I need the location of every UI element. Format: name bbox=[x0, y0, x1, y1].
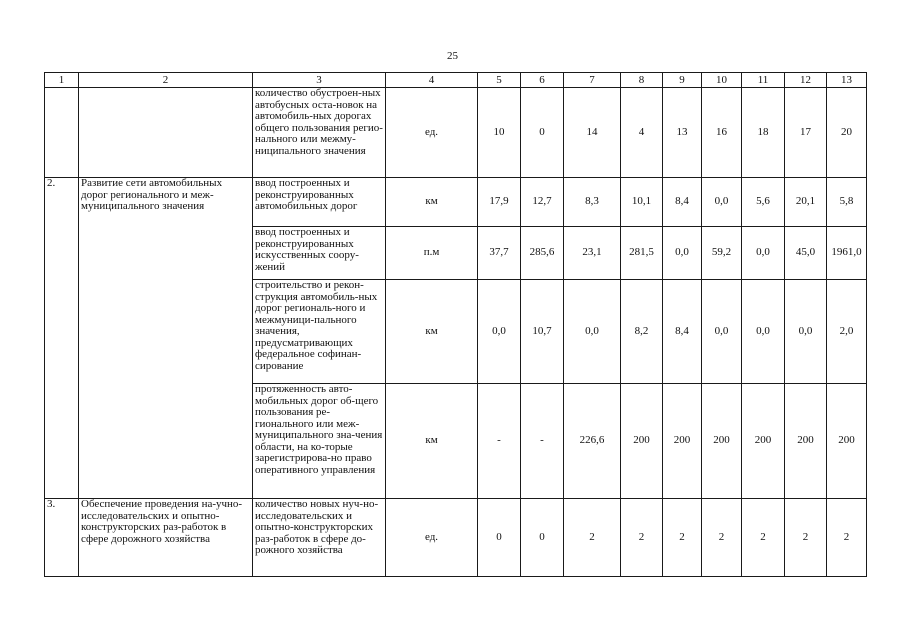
table-row bbox=[45, 499, 867, 577]
column-number: 11 bbox=[742, 73, 785, 88]
indicator-cell: количество обустроен-ных автобусных оста-новок на автомобиль-ных дорогах общего пользования регио-нального или межму-ниципального значения bbox=[253, 88, 386, 178]
value-cell: 8,2 bbox=[621, 280, 663, 384]
value-cell: 200 bbox=[742, 384, 785, 499]
column-number: 12 bbox=[785, 73, 827, 88]
value-cell: 0,0 bbox=[702, 280, 742, 384]
value-cell: 37,7 bbox=[478, 227, 521, 280]
value-cell: 0,0 bbox=[742, 227, 785, 280]
value-cell: 1961,0 bbox=[827, 227, 867, 280]
column-number: 4 bbox=[386, 73, 478, 88]
value-cell: 200 bbox=[621, 384, 663, 499]
value-cell: 0 bbox=[478, 499, 521, 577]
indicator-cell: ввод построенных и реконструированных автомобильных дорог bbox=[253, 178, 386, 227]
value-cell: 226,6 bbox=[564, 384, 621, 499]
value-cell: 12,7 bbox=[521, 178, 564, 227]
value-cell: 14 bbox=[564, 88, 621, 178]
column-number: 7 bbox=[564, 73, 621, 88]
value-cell: 2 bbox=[702, 499, 742, 577]
column-number: 5 bbox=[478, 73, 521, 88]
value-cell: 2 bbox=[785, 499, 827, 577]
value-cell: 200 bbox=[702, 384, 742, 499]
column-number: 2 bbox=[79, 73, 253, 88]
row-number-cell: 2. bbox=[45, 178, 79, 499]
value-cell: 5,8 bbox=[827, 178, 867, 227]
value-cell: 285,6 bbox=[521, 227, 564, 280]
unit-cell: ед. bbox=[386, 499, 478, 577]
table-row bbox=[45, 88, 867, 178]
row-number-cell: 3. bbox=[45, 499, 79, 577]
value-cell: 2 bbox=[564, 499, 621, 577]
value-cell: 20 bbox=[827, 88, 867, 178]
goal-cell: Развитие сети автомобильных дорог регионального и меж-муниципального значения bbox=[79, 178, 253, 499]
value-cell: 0,0 bbox=[478, 280, 521, 384]
value-cell: 281,5 bbox=[621, 227, 663, 280]
goal-cell bbox=[79, 88, 253, 178]
value-cell: 0 bbox=[521, 88, 564, 178]
column-number: 13 bbox=[827, 73, 867, 88]
unit-cell: км bbox=[386, 384, 478, 499]
unit-cell: ед. bbox=[386, 88, 478, 178]
value-cell: 2,0 bbox=[827, 280, 867, 384]
value-cell: 45,0 bbox=[785, 227, 827, 280]
value-cell: 0,0 bbox=[702, 178, 742, 227]
column-number: 6 bbox=[521, 73, 564, 88]
value-cell: 18 bbox=[742, 88, 785, 178]
value-cell: 200 bbox=[785, 384, 827, 499]
value-cell: 10,1 bbox=[621, 178, 663, 227]
value-cell: 0,0 bbox=[663, 227, 702, 280]
column-number: 1 bbox=[45, 73, 79, 88]
indicator-cell: строительство и рекон-струкция автомобиль-ных дорог региональ-ного и межмуници-пального значения, предусматривающих федеральное софинан-сирование bbox=[253, 280, 386, 384]
value-cell: 8,4 bbox=[663, 178, 702, 227]
value-cell: 0,0 bbox=[564, 280, 621, 384]
column-number: 3 bbox=[253, 73, 386, 88]
column-number: 10 bbox=[702, 73, 742, 88]
unit-cell: п.м bbox=[386, 227, 478, 280]
value-cell: 200 bbox=[827, 384, 867, 499]
value-cell: 0,0 bbox=[742, 280, 785, 384]
indicator-cell: протяженность авто-мобильных дорог об-щего пользования ре-гионального или меж-муниципального зна-чения области, на ко-торые зарегистрирова-но право оперативного управления bbox=[253, 384, 386, 499]
value-cell: 2 bbox=[742, 499, 785, 577]
page-number: 25 bbox=[447, 50, 458, 62]
value-cell: - bbox=[478, 384, 521, 499]
value-cell: 8,4 bbox=[663, 280, 702, 384]
value-cell: 17,9 bbox=[478, 178, 521, 227]
value-cell: 200 bbox=[663, 384, 702, 499]
table-row bbox=[45, 178, 867, 227]
value-cell: 2 bbox=[621, 499, 663, 577]
unit-cell: км bbox=[386, 178, 478, 227]
column-number: 8 bbox=[621, 73, 663, 88]
value-cell: 5,6 bbox=[742, 178, 785, 227]
value-cell: 0,0 bbox=[785, 280, 827, 384]
indicator-cell: количество новых нуч-но-исследовательских и опытно-конструкторских раз-работок в сфере до-рожного хозяйства bbox=[253, 499, 386, 577]
goal-cell: Обеспечение проведения на-учно-исследовательских и опытно-конструкторских раз-работок в сфере дорожного хозяйства bbox=[79, 499, 253, 577]
value-cell: - bbox=[521, 384, 564, 499]
column-number: 9 bbox=[663, 73, 702, 88]
value-cell: 16 bbox=[702, 88, 742, 178]
value-cell: 8,3 bbox=[564, 178, 621, 227]
value-cell: 20,1 bbox=[785, 178, 827, 227]
value-cell: 2 bbox=[663, 499, 702, 577]
column-number-row bbox=[45, 73, 867, 88]
value-cell: 4 bbox=[621, 88, 663, 178]
value-cell: 0 bbox=[521, 499, 564, 577]
indicator-cell: ввод построенных и реконструированных искусственных соору-жений bbox=[253, 227, 386, 280]
row-number-cell bbox=[45, 88, 79, 178]
value-cell: 10 bbox=[478, 88, 521, 178]
indicators-table bbox=[44, 72, 867, 577]
unit-cell: км bbox=[386, 280, 478, 384]
value-cell: 59,2 bbox=[702, 227, 742, 280]
value-cell: 2 bbox=[827, 499, 867, 577]
value-cell: 17 bbox=[785, 88, 827, 178]
value-cell: 23,1 bbox=[564, 227, 621, 280]
value-cell: 13 bbox=[663, 88, 702, 178]
value-cell: 10,7 bbox=[521, 280, 564, 384]
